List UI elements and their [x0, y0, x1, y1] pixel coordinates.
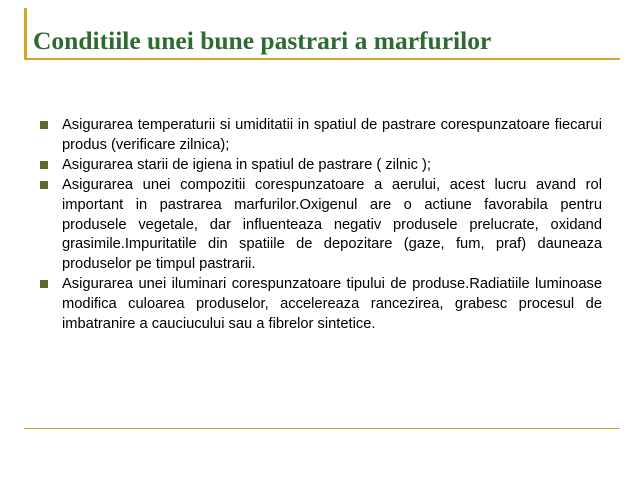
- title-accent-bar: [24, 8, 27, 60]
- square-bullet-icon: [40, 161, 48, 169]
- slide-title: Conditiile unei bune pastrari a marfurilor: [33, 26, 492, 55]
- bullet-list: [40, 116, 602, 335]
- bullet-text: Asigurarea unei compozitii corespunzatoare a aerului, acest lucru avand rol important in pastrarea marfurilor.Oxigenul are o actiune favorabila pentru produsele vegetale, dar influenteaza negativ produsele prelucrate, oxidand grasimile.Impuritatile din spatiile de depozitare (gaze, fum, praf) dauneaza produselor pe timpul pastrarii.: [62, 176, 602, 273]
- footer-divider: [24, 428, 620, 429]
- bullet-item: [40, 156, 602, 176]
- bullet-text: Asigurarea starii de igiena in spatiul de pastrare ( zilnic );: [62, 156, 431, 173]
- bullet-item: [40, 275, 602, 335]
- bullet-item: [40, 116, 602, 156]
- square-bullet-icon: [40, 181, 48, 189]
- square-bullet-icon: [40, 121, 48, 129]
- bullet-text: Asigurarea temperaturii si umiditatii in spatiul de pastrare corespunzatoare fiecarui produs (verificare zilnica);: [62, 117, 602, 153]
- bullet-item: [40, 176, 602, 276]
- title-underline: [24, 58, 620, 60]
- bullet-text: Asigurarea unei iluminari corespunzatoare tipului de produse.Radiatiile luminoase modifica culoarea produselor, accelereaza rancezirea, grabesc procesul de imbatranire a cauciucului sau a fibrelor sintetice.: [62, 276, 602, 333]
- square-bullet-icon: [40, 280, 48, 288]
